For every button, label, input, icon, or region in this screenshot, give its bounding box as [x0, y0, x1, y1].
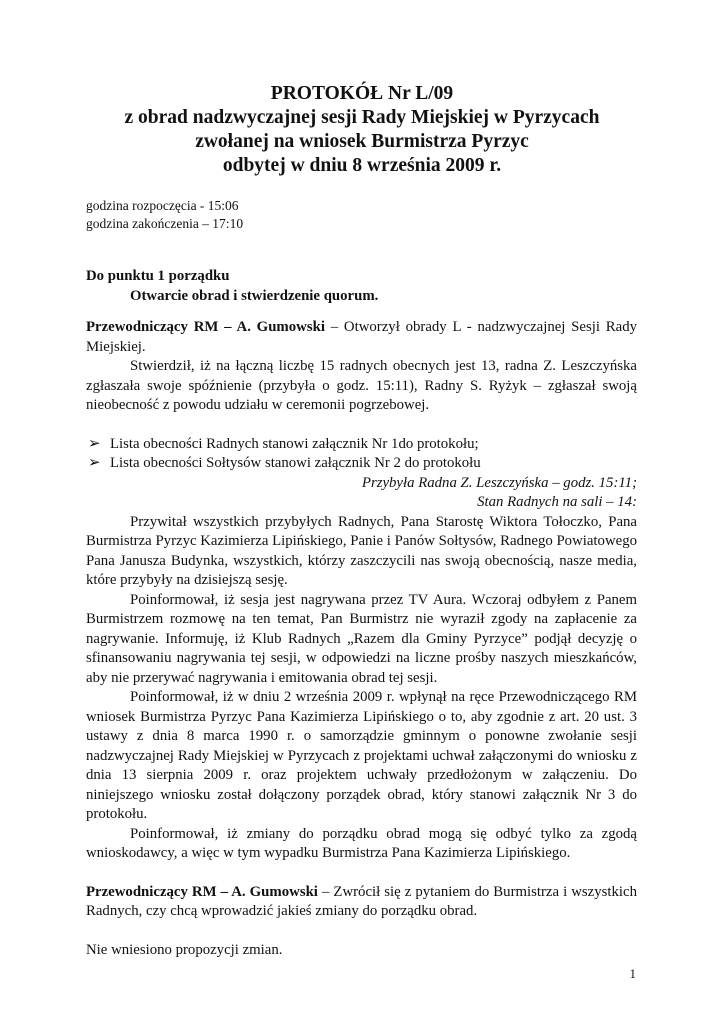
paragraph-recording: Poinformował, iż sesja jest nagrywana przez TV Aura. Wczoraj odbyłem z Panem Burmistrzem rozmowę na ten temat, Pan Burmistrz nie wyraził zgody na zapłacenie za nagrywanie. Informuję, iż Klub Radnych „Razem dla Gminy Pyrzyce” podjął decyzję o sfinansowaniu nagrywania tej sesji, w odpowiedzi na liczne prośby naszych mieszkańców, aby nie przerywać nagrywania i emitowania obrad tej sesji. — [86, 591, 637, 686]
paragraph-request: Poinformował, iż w dniu 2 września 2009 r. wpłynął na ręce Przewodniczącego RM wniosek Burmistrza Pyrzyc Pana Kazimierza Lipińskiego o to, aby zgodnie z art. 20 ust. 3 ustawy z dnia 8 marca 1990 r. o samorządzie gminnym o ponowne zwołanie sesji nadzwyczajnej Rady Miejskiej w Pyrzycach z projektami uchwał załączonymi do wniosku z dnia 13 sierpnia 2009 r. oraz projektem uchwały przedłożonym w załączeniu. Do niniejszego wniosku został dołączony porządek obrad, który stanowi załącznik Nr 3 do protokołu. — [86, 689, 637, 822]
agenda-item-heading: Do punktu 1 porządku — [86, 268, 230, 284]
minutes-body — [86, 318, 637, 960]
page-number: 1 — [629, 966, 636, 981]
title-line-3: zwołanej na wniosek Burmistrza Pyrzyc — [195, 131, 529, 152]
paragraph-changes: Poinformował, iż zmiany do porządku obrad mogą się odbyć tylko za zgodą wnioskodawcy, a więc w tym wypadku Burmistrza Pana Kazimierza Lipińskiego. — [86, 825, 637, 861]
speaker-name: Przewodniczący RM – A. Gumowski — [86, 319, 325, 335]
list-item: ➢ Lista obecności Sołtysów stanowi załącznik Nr 2 do protokołu — [86, 454, 637, 474]
start-time: godzina rozpoczęcia - 15:06 — [86, 198, 239, 213]
paragraph-text: – Zwrócił się z pytaniem do Burmistrza i wszystkich Radnych, czy chcą wprowadzić jakieś zmiany do porządku obrad. — [86, 883, 637, 919]
arrow-bullet-icon: ➢ — [88, 435, 101, 452]
title-line-4: odbytej w dniu 8 września 2009 r. — [222, 155, 502, 176]
session-times — [86, 197, 243, 233]
paragraph-quorum: Stwierdził, iż na łączną liczbę 15 radnych obecnych jest 13, radna Z. Leszczyńska zgłaszała swoje spóźnienie (przybyła o godz. 15:11), Radny S. Ryżyk – zgłaszał swoją nieobecność z powodu udziału w ceremonii pogrzebowej. — [86, 358, 637, 413]
end-time: godzina zakończenia – 17:10 — [86, 216, 244, 231]
arrow-bullet-icon: ➢ — [88, 455, 101, 471]
title-line-1: PROTOKÓŁ Nr L/09 — [270, 83, 454, 104]
agenda-item-subheading: Otwarcie obrad i stwierdzenie quorum. — [130, 287, 379, 304]
paragraph-welcome: Przywitał wszystkich przybyłych Radnych, Pana Starostę Wiktora Tołoczko, Pana Burmistrza Pyrzyc Kazimierza Lipińskiego, Panie i Panów Sołtysów, Radnego Powiatowego Pana Janusza Budynka, wszystkich, którzy zaszczycili nas swoją obecnością, nasze media, które przybyły na dzisiejszą sesję. — [86, 513, 637, 588]
note-count: Stan Radnych na sali – 14: — [477, 494, 637, 510]
speaker-name: Przewodniczący RM – A. Gumowski — [86, 883, 318, 900]
attendance-list — [86, 435, 637, 474]
paragraph-no-changes: Nie wniesiono propozycji zmian. — [86, 941, 283, 958]
paragraph-question — [86, 883, 637, 922]
note-arrival: Przybyła Radna Z. Leszczyńska – godz. 15:11; — [361, 474, 637, 491]
agenda-item-1-section — [86, 267, 637, 306]
title-line-2: z obrad nadzwyczajnej sesji Rady Miejskiej w Pyrzycach — [124, 107, 600, 128]
document-title — [60, 82, 664, 178]
list-item: ➢ Lista obecności Radnych stanowi załącznik Nr 1do protokołu; — [86, 435, 637, 455]
paragraph-text: – Otworzył obrady L - nadzwyczajnej Sesji Rady Miejskiej. — [86, 319, 637, 355]
paragraph-opening — [86, 318, 637, 357]
